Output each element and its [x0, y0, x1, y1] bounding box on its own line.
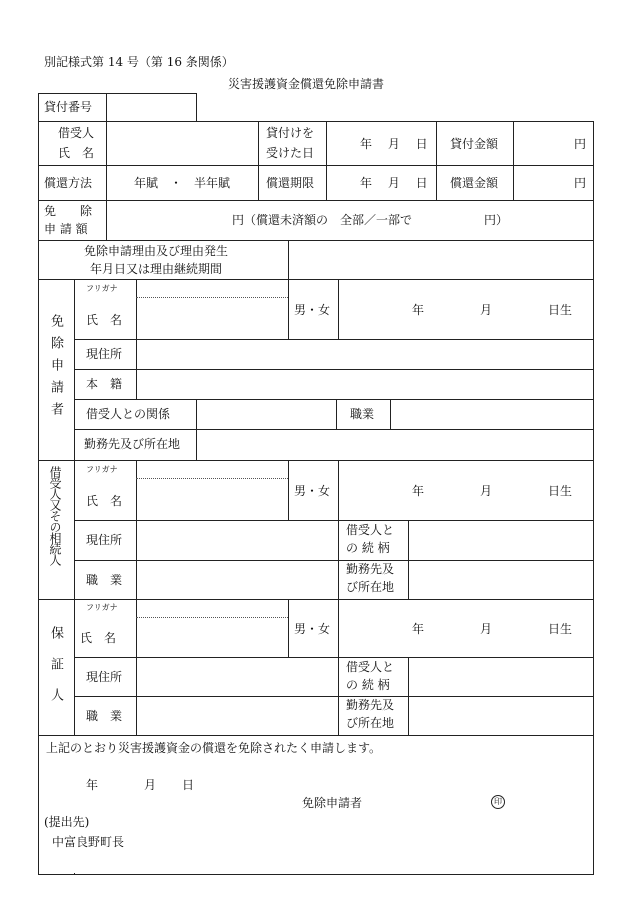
heir-occupation-label: 職 業 [86, 573, 123, 587]
applicant-name-field[interactable] [138, 300, 286, 337]
heir-relation-label-1: 借受人と [346, 523, 395, 537]
heir-furigana-field[interactable] [138, 463, 286, 477]
guarantor-occupation-label: 職 業 [86, 709, 123, 723]
guarantor-birth-month[interactable]: 月 [480, 622, 493, 636]
guarantor-address-field[interactable] [138, 660, 336, 694]
guarantor-address-label: 現住所 [86, 670, 123, 684]
reason-label-1: 免除申請理由及び理由発生 [84, 244, 229, 258]
guarantor-sex[interactable]: 男・女 [294, 622, 331, 636]
applicant-occupation-label: 職業 [350, 407, 375, 421]
applicant-birth-day[interactable]: 日生 [548, 303, 573, 317]
heir-sex[interactable]: 男・女 [294, 484, 331, 498]
exemption-amount-label-2: 申 請 額 [44, 222, 88, 236]
loan-number-field[interactable] [108, 96, 194, 118]
applicant-workplace-field[interactable] [198, 432, 590, 458]
guarantor-furigana-label: フリガナ [86, 603, 118, 612]
applicant-workplace-label: 勤務先及び所在地 [84, 437, 181, 451]
guarantor-birth-day[interactable]: 日生 [548, 622, 573, 636]
applicant-furigana-label: フリガナ [86, 284, 118, 293]
guarantor-name-label: 氏 名 [80, 631, 117, 645]
loan-date-value[interactable]: 年 月 日 [360, 137, 428, 151]
heir-relation-field[interactable] [410, 523, 590, 558]
heir-workplace-field[interactable] [410, 563, 590, 597]
repayment-method-value[interactable]: 年賦 ・ 半年賦 [134, 176, 231, 190]
seal-icon: 印 [491, 795, 505, 809]
repayment-deadline-label: 償還期限 [266, 176, 315, 190]
application-statement: 上記のとおり災害援護資金の償還を免除されたく申請します。 [46, 741, 382, 755]
heir-name-label: 氏 名 [86, 494, 123, 508]
guarantor-workplace-label-1: 勤務先及 [346, 698, 395, 712]
heir-address-field[interactable] [138, 523, 336, 558]
heir-furigana-label: フリガナ [86, 465, 118, 474]
loan-date-label-1: 貸付けを [266, 126, 315, 140]
guarantor-birth-year[interactable]: 年 [412, 622, 425, 636]
guarantor-relation-label-1: 借受人と [346, 660, 395, 674]
reason-field[interactable] [290, 243, 590, 277]
applicant-side-label: 免除申請者 [48, 314, 63, 424]
guarantor-name-field[interactable] [138, 620, 286, 655]
loan-number-label: 貸付番号 [44, 100, 93, 114]
repayment-amount-label: 償還金額 [450, 176, 499, 190]
repayment-method-label: 償還方法 [44, 176, 93, 190]
guarantor-relation-field[interactable] [410, 660, 590, 694]
applicant-occupation-field[interactable] [392, 402, 590, 427]
repayment-deadline-value[interactable]: 年 月 日 [360, 176, 428, 190]
applicant-relation-field[interactable] [198, 402, 334, 427]
footer-month[interactable]: 月 [144, 778, 157, 792]
applicant-furigana-field[interactable] [138, 282, 286, 296]
heir-workplace-label-1: 勤務先及 [346, 562, 395, 576]
loan-amount-unit[interactable]: 円 [574, 137, 587, 151]
applicant-sex[interactable]: 男・女 [294, 303, 331, 317]
heir-birth-year[interactable]: 年 [412, 484, 425, 498]
heir-occupation-field[interactable] [138, 563, 336, 597]
borrower-label-2: 氏 名 [58, 146, 95, 160]
loan-date-label-2: 受けた日 [266, 146, 315, 160]
applicant-birth-year[interactable]: 年 [412, 303, 425, 317]
submit-to-label: (提出先) [44, 815, 90, 829]
heir-name-field[interactable] [138, 481, 286, 518]
borrower-name-field[interactable] [108, 124, 256, 163]
heir-birth-day[interactable]: 日生 [548, 484, 573, 498]
applicant-domicile-field[interactable] [138, 372, 590, 397]
footer-applicant-label: 免除申請者 [302, 796, 363, 810]
guarantor-side-label: 保証人 [48, 626, 63, 719]
exemption-amount-value[interactable]: 円（償還未済額の 全部／一部で 円） [232, 213, 509, 227]
form-number: 別記様式第 14 号（第 16 条関係） [44, 55, 234, 69]
heir-side-label: 借受人又その相続人 [48, 466, 62, 565]
footer-day[interactable]: 日 [182, 778, 195, 792]
applicant-address-field[interactable] [138, 342, 590, 367]
repayment-amount-unit[interactable]: 円 [574, 176, 587, 190]
applicant-address-label: 現住所 [86, 347, 123, 361]
applicant-domicile-label: 本 籍 [86, 377, 123, 391]
guarantor-workplace-field[interactable] [410, 699, 590, 733]
applicant-name-label: 氏 名 [86, 313, 123, 327]
heir-birth-month[interactable]: 月 [480, 484, 493, 498]
reason-label-2: 年月日又は理由継続期間 [90, 262, 223, 276]
guarantor-occupation-field[interactable] [138, 699, 336, 733]
loan-amount-label: 貸付金額 [450, 137, 499, 151]
heir-relation-label-2: の 続 柄 [346, 541, 390, 555]
heir-workplace-label-2: び所在地 [346, 580, 395, 594]
guarantor-relation-label-2: の 続 柄 [346, 678, 390, 692]
heir-address-label: 現住所 [86, 533, 123, 547]
borrower-label-1: 借受人 [58, 126, 95, 140]
applicant-birth-month[interactable]: 月 [480, 303, 493, 317]
guarantor-workplace-label-2: び所在地 [346, 716, 395, 730]
applicant-relation-label: 借受人との関係 [86, 407, 171, 421]
form-title: 災害援護資金償還免除申請書 [228, 77, 385, 91]
exemption-amount-label-1: 免 除 [44, 204, 93, 218]
guarantor-furigana-field[interactable] [138, 602, 286, 616]
footer-year[interactable]: 年 [86, 778, 99, 792]
recipient-name: 中富良野町長 [52, 835, 125, 849]
